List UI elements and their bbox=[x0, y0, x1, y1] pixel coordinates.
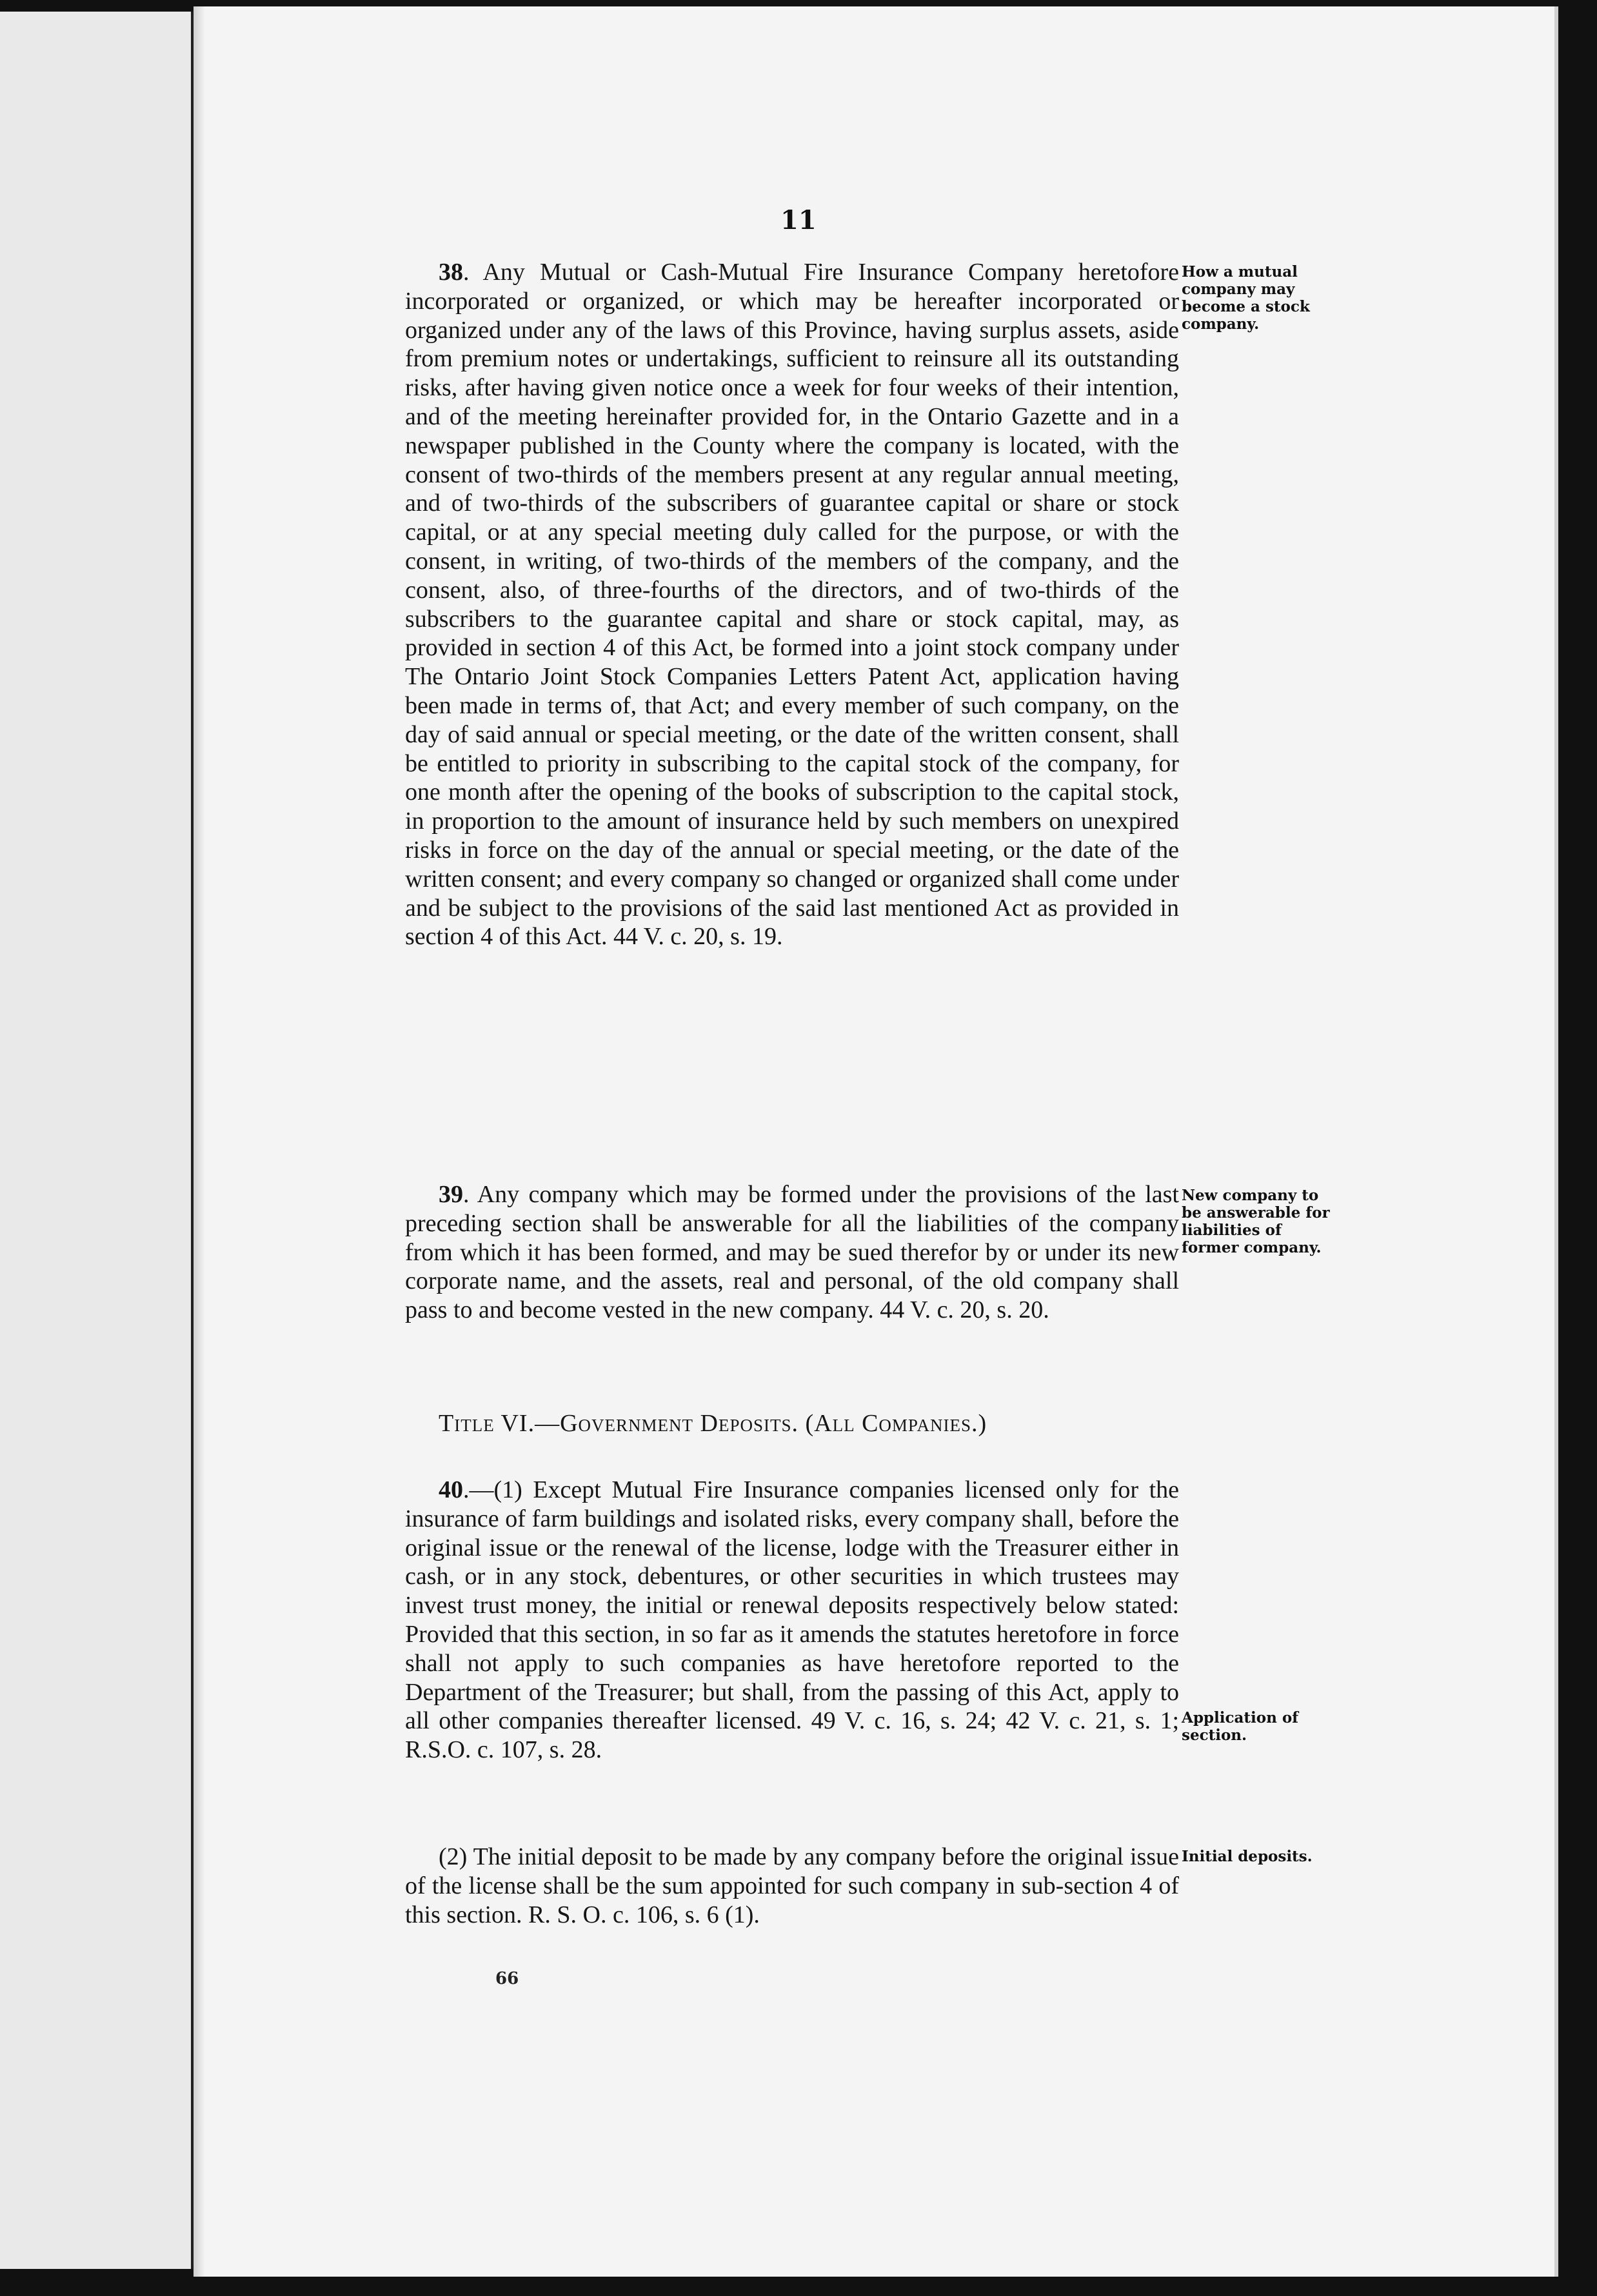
gutter-shadow bbox=[193, 6, 205, 2277]
section-40 bbox=[405, 1476, 1179, 1765]
section-39-number: 39 bbox=[439, 1181, 463, 1208]
section-40-number: 40 bbox=[439, 1476, 463, 1503]
section-39 bbox=[405, 1180, 1179, 1325]
section-40-sub2-text: (2) The initial deposit to be made by any company before the original issue of the license shall be the sum appointed for such company in sub-section 4 of this section. R. S. O. c. 106, s. 6 (1). bbox=[405, 1843, 1179, 1928]
margin-note-38: How a mutual company may become a stock company. bbox=[1182, 263, 1310, 333]
facing-page bbox=[0, 12, 193, 2269]
section-39-text: . Any company which may be formed under the provisions of the last preceding section shall be answerable for all the liabilities of the company from which it has been formed, and may be sued therefor by or under its new corporate name, and the assets, real and personal, of the old company shall pass to and become vested in the new company. 44 V. c. 20, s. 20. bbox=[405, 1181, 1179, 1324]
printer-signature-mark: 66 bbox=[495, 1969, 519, 1988]
margin-note-39: New company to be answerable for liabilities of former company. bbox=[1182, 1187, 1330, 1256]
page-number: 11 bbox=[780, 205, 817, 235]
title-vi-heading: Title VI.—Government Deposits. (All Companies.) bbox=[439, 1410, 987, 1437]
section-38 bbox=[405, 258, 1179, 951]
section-38-number: 38 bbox=[439, 259, 463, 286]
section-40-sub2 bbox=[405, 1843, 1179, 1929]
margin-note-40-1: Application of section. bbox=[1182, 1709, 1299, 1744]
margin-note-40-2: Initial deposits. bbox=[1182, 1848, 1313, 1865]
section-40-text: .—(1) Except Mutual Fire Insurance companies licensed only for the insurance of farm buildings and isolated risks, every company shall, before the original issue or the renewal of the license, lodge with the Treasurer either in cash, or in any stock, debentures, or other securities in which trustees may invest trust money, the initial or renewal deposits respectively below stated: Provided that this section, in so far as it amends the statutes heretofore in force shall not apply to such companies as have heretofore reported to the Department of the Treasurer; but shall, from the passing of this Act, apply to all other companies thereafter licensed. 49 V. c. 16, s. 24; 42 V. c. 21, s. 1; R.S.O. c. 107, s. 28. bbox=[405, 1476, 1179, 1764]
section-38-text: . Any Mutual or Cash-Mutual Fire Insurance Company heretofore incorporated or organized, or which may be hereafter incorporated or organized under any of the laws of this Province, having surplus assets, aside from premium notes or undertakings, sufficient to reinsure all its outstanding risks, after having given notice once a week for four weeks of their intention, and of the meeting hereinafter provided for, in the Ontario Gazette and in a newspaper published in the County where the company is located, with the consent of two-thirds of the members present at any regular annual meeting, and of two-thirds of the subscribers of guarantee capital or share or stock capital, or at any special meeting duly called for the purpose, or with the consent, in writing, of two-thirds of the members of the company, and the consent, also, of three-fourths of the directors, and of two-thirds of the subscribers to the guarantee capital and share or stock capital, may, as provided in section 4 of this Act, be formed into a joint stock company under The Ontario Joint Stock Companies Letters Patent Act, application having been made in terms of, that Act; and every member of such company, on the day of said annual or special meeting, or the date of the written consent, shall be entitled to priority in subscribing to the capital stock of the company, for one month after the opening of the books of subscription to the capital stock, in proportion to the amount of insurance held by such members on unexpired risks in force on the day of the annual or special meeting, or the date of the written consent; and every company so changed or organized shall come under and be subject to the provisions of the said last mentioned Act as provided in section 4 of this Act. 44 V. c. 20, s. 19. bbox=[405, 259, 1179, 951]
